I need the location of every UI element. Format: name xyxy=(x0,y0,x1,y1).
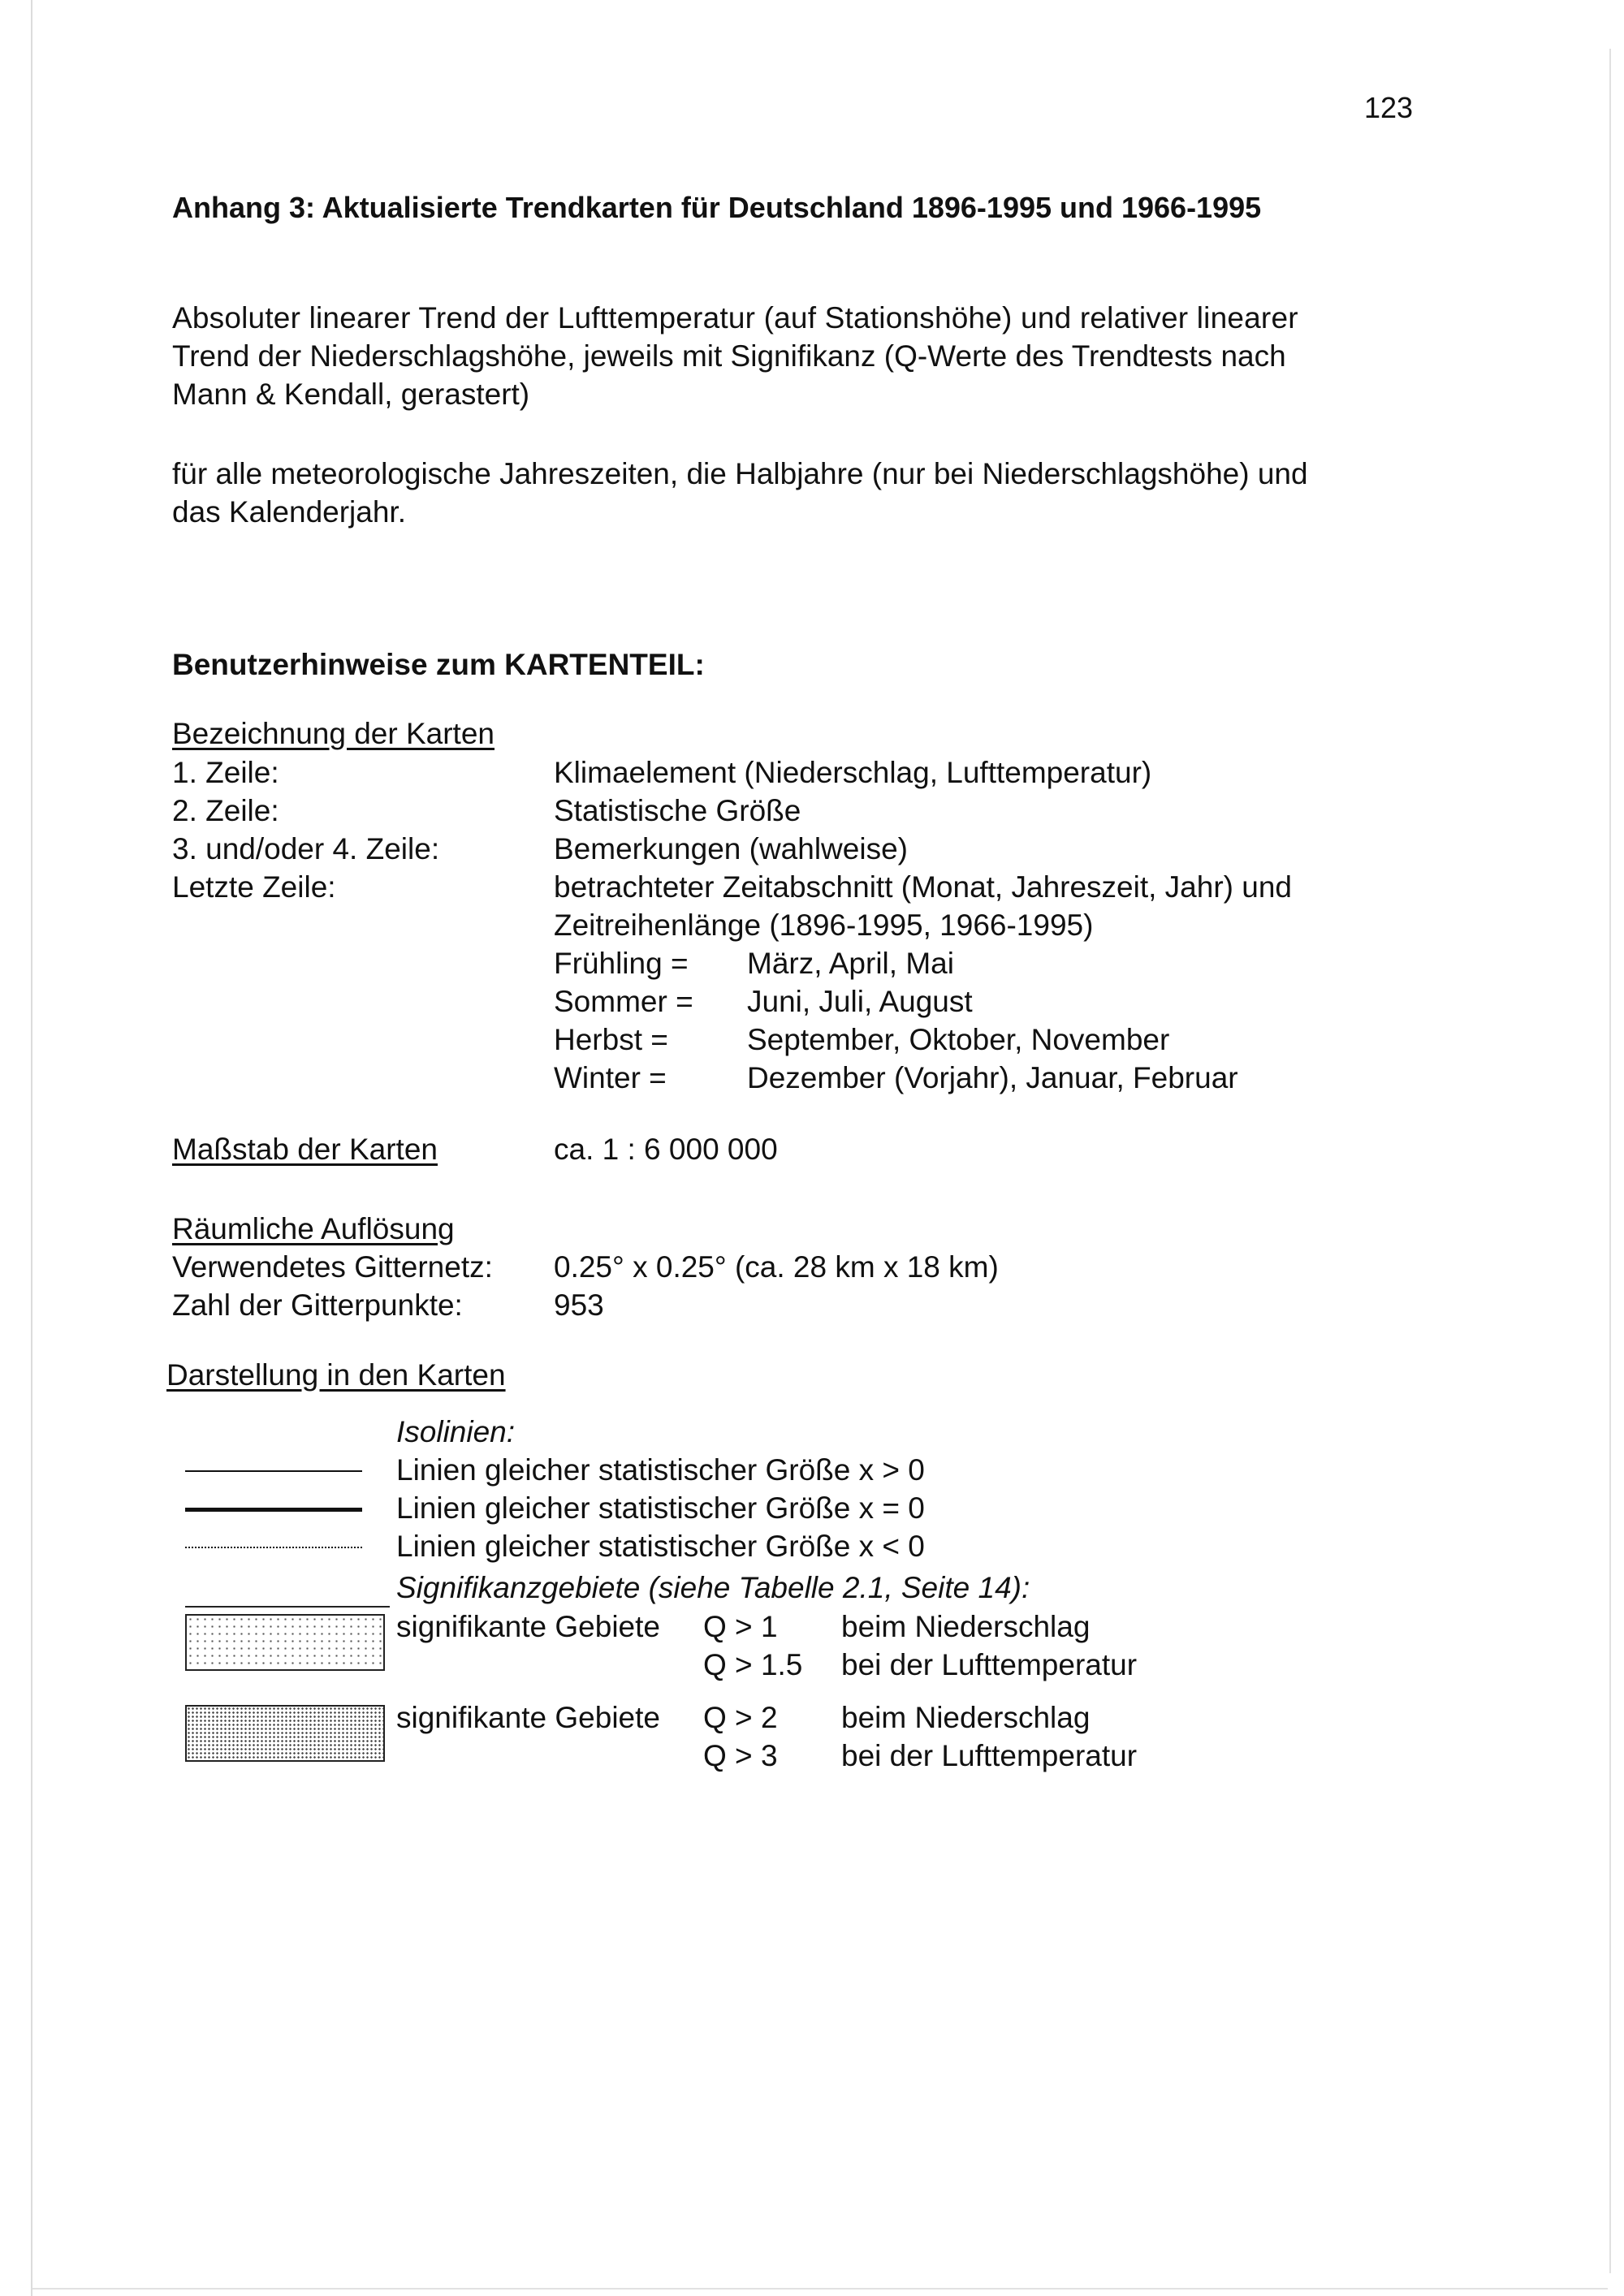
intro-line-3: Mann & Kendall, gerastert) xyxy=(172,378,530,411)
legend-line-zero xyxy=(185,1508,362,1512)
season-months-1: März, April, Mai xyxy=(747,947,954,980)
aufloesung-title: Räumliche Auflösung xyxy=(172,1212,455,1245)
season-months-2: Juni, Juli, August xyxy=(747,985,973,1018)
row-value-4: betrachteter Zeitabschnitt (Monat, Jahreszeit, Jahr) und xyxy=(554,870,1292,904)
scan-edge-right xyxy=(1609,49,1611,2273)
row-label-3: 3. und/oder 4. Zeile: xyxy=(172,832,440,865)
sig2-t2: bei der Lufttemperatur xyxy=(841,1739,1138,1772)
intro-line-1: Absoluter linearer Trend der Lufttemperatur (auf Stationshöhe) und relativer linearer xyxy=(172,301,1298,334)
legend-text-zero: Linien gleicher statistischer Größe x = 0 xyxy=(396,1491,925,1525)
sig1-t1: beim Niederschlag xyxy=(841,1610,1091,1643)
row-value-2: Statistische Größe xyxy=(554,794,801,827)
sig2-t1: beim Niederschlag xyxy=(841,1701,1091,1734)
grid-label: Verwendetes Gitternetz: xyxy=(172,1250,493,1284)
row-value-1: Klimaelement (Niederschlag, Lufttemperatur) xyxy=(554,756,1152,789)
season-name-4: Winter = xyxy=(554,1061,667,1094)
row-continuation: Zeitreihenlänge (1896-1995, 1966-1995) xyxy=(554,908,1094,942)
page-heading: Anhang 3: Aktualisierte Trendkarten für Deutschland 1896-1995 und 1966-1995 xyxy=(172,191,1262,224)
legend-line-negative xyxy=(185,1547,362,1548)
sig2-q2: Q > 3 xyxy=(703,1739,778,1772)
signifikanz-overline xyxy=(185,1606,390,1608)
intro-line-2: Trend der Niederschlagshöhe, jeweils mit Signifikanz (Q-Werte des Trendtests nach xyxy=(172,339,1286,373)
page-number: 123 xyxy=(1364,91,1414,124)
intro-line-5: das Kalenderjahr. xyxy=(172,495,406,529)
season-name-1: Frühling = xyxy=(554,947,689,980)
pattern-swatch-dense xyxy=(185,1705,385,1762)
darstellung-title: Darstellung in den Karten xyxy=(166,1358,506,1392)
sig1-label: signifikante Gebiete xyxy=(396,1610,660,1643)
massstab-label: Maßstab der Karten xyxy=(172,1133,438,1166)
row-value-3: Bemerkungen (wahlweise) xyxy=(554,832,908,865)
intro-line-4: für alle meteorologische Jahreszeiten, die Halbjahre (nur bei Niederschlagshöhe) und xyxy=(172,457,1308,490)
sig1-q1: Q > 1 xyxy=(703,1610,778,1643)
massstab-value: ca. 1 : 6 000 000 xyxy=(554,1133,778,1166)
row-label-1: 1. Zeile: xyxy=(172,756,279,789)
sig2-q1: Q > 2 xyxy=(703,1701,778,1734)
section-heading: Benutzerhinweise zum KARTENTEIL: xyxy=(172,648,705,681)
season-months-3: September, Oktober, November xyxy=(747,1023,1170,1056)
scan-edge-bottom xyxy=(32,2288,1608,2290)
points-value: 953 xyxy=(554,1288,604,1322)
points-label: Zahl der Gitterpunkte: xyxy=(172,1288,463,1322)
season-months-4: Dezember (Vorjahr), Januar, Februar xyxy=(747,1061,1238,1094)
isolinien-title: Isolinien: xyxy=(396,1415,516,1448)
season-name-3: Herbst = xyxy=(554,1023,668,1056)
grid-value: 0.25° x 0.25° (ca. 28 km x 18 km) xyxy=(554,1250,999,1284)
season-name-2: Sommer = xyxy=(554,985,693,1018)
scan-edge-left xyxy=(31,0,32,2296)
legend-text-positive: Linien gleicher statistischer Größe x > 0 xyxy=(396,1453,925,1487)
row-label-4: Letzte Zeile: xyxy=(172,870,336,904)
legend-text-negative: Linien gleicher statistischer Größe x < 0 xyxy=(396,1530,925,1563)
sig1-t2: bei der Lufttemperatur xyxy=(841,1648,1138,1681)
row-label-2: 2. Zeile: xyxy=(172,794,279,827)
signifikanz-title: Signifikanzgebiete (siehe Tabelle 2.1, Seite 14): xyxy=(396,1571,1030,1604)
bezeichnung-title: Bezeichnung der Karten xyxy=(172,717,495,750)
pattern-swatch-light xyxy=(185,1614,385,1671)
legend-line-positive xyxy=(185,1470,362,1472)
sig1-q2: Q > 1.5 xyxy=(703,1648,803,1681)
sig2-label: signifikante Gebiete xyxy=(396,1701,660,1734)
